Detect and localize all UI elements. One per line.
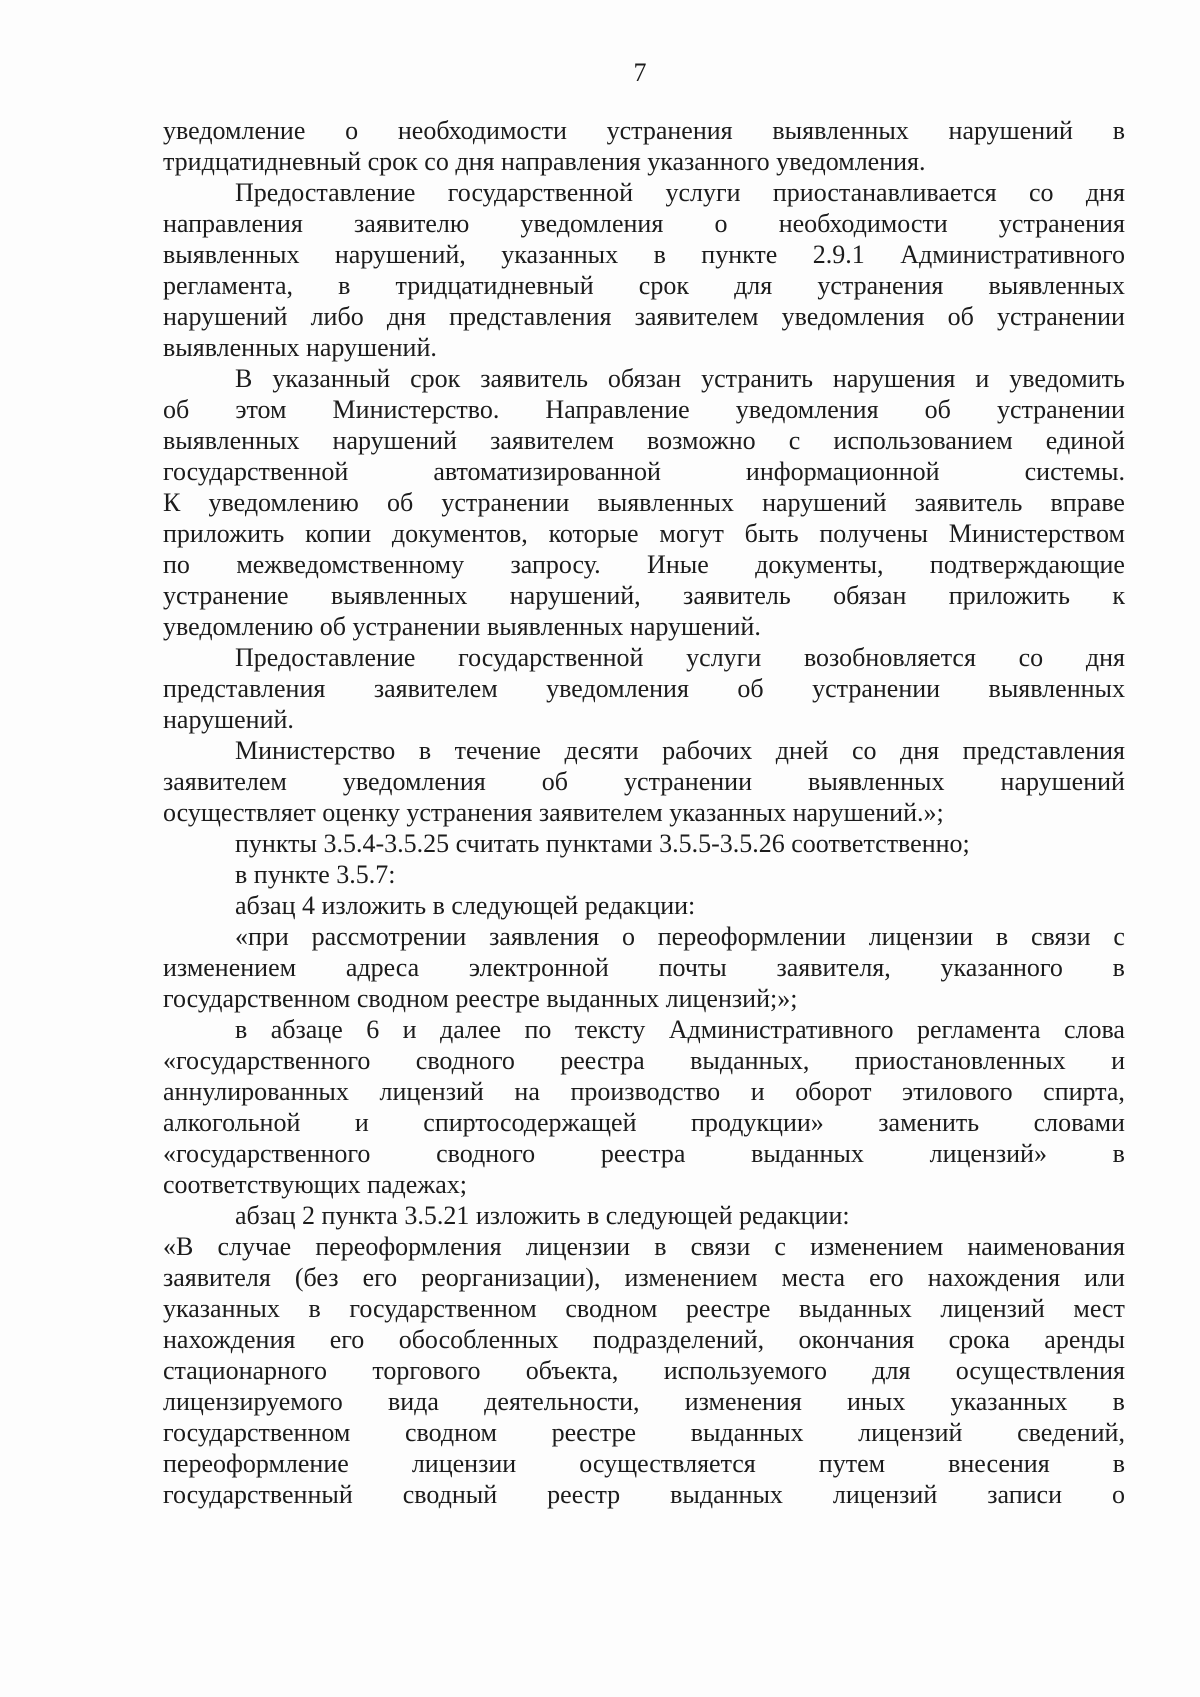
text-line: в абзаце 6 и далее по тексту Административного регламента слова [235,1015,1125,1044]
paragraph [163,921,1125,1014]
page-number: 7 [633,58,647,87]
text-line: аннулированных лицензий на производство и оборот этилового спирта, [163,1077,1125,1106]
text-line: в пункте 3.5.7: [235,860,396,889]
text-line: направления заявителю уведомления о необходимости устранения [163,209,1125,238]
text-line: абзац 2 пункта 3.5.21 изложить в следующей редакции: [235,1201,850,1230]
text-line: выявленных нарушений заявителем возможно с использованием единой [163,426,1125,455]
text-line: приложить копии документов, которые могут быть получены Министерством [163,519,1125,548]
text-line: «государственного сводного реестра выданных, приостановленных и [163,1046,1125,1075]
text-line: нарушений. [163,705,294,734]
text-line: осуществляет оценку устранения заявителем указанных нарушений.»; [163,798,944,827]
text-line: «В случае переоформления лицензии в связи с изменением наименования [163,1232,1125,1261]
paragraph [163,642,1125,735]
paragraph [163,115,1125,177]
paragraph [163,1231,1125,1510]
text-line: тридцатидневный срок со дня направления указанного уведомления. [163,147,926,176]
paragraph [163,859,1125,890]
text-line: выявленных нарушений. [163,333,437,362]
text-line: государственном сводном реестре выданных лицензий сведений, [163,1418,1125,1447]
text-line: выявленных нарушений, указанных в пункте 2.9.1 Административного [163,240,1125,269]
text-line: нахождения его обособленных подразделений, окончания срока аренды [163,1325,1125,1354]
text-line: государственный сводный реестр выданных лицензий записи о [163,1480,1125,1509]
text-line: лицензируемого вида деятельности, изменения иных указанных в [163,1387,1125,1416]
paragraph [163,890,1125,921]
paragraph [163,1200,1125,1231]
text-line: регламента, в тридцатидневный срок для устранения выявленных [163,271,1125,300]
text-line: алкогольной и спиртосодержащей продукции» заменить словами [163,1108,1125,1137]
text-line: заявителя (без его реорганизации), изменением места его нахождения или [163,1263,1125,1292]
text-line: стационарного торгового объекта, используемого для осуществления [163,1356,1125,1385]
text-line: соответствующих падежах; [163,1170,468,1199]
text-line: «при рассмотрении заявления о переоформлении лицензии в связи с [235,922,1125,951]
text-line: изменением адреса электронной почты заявителя, указанного в [163,953,1125,982]
paragraph [163,1014,1125,1200]
text-line: нарушений либо дня представления заявителем уведомления об устранении [163,302,1125,331]
paragraph [163,735,1125,828]
text-line: по межведомственному запросу. Иные документы, подтверждающие [163,550,1125,579]
text-line: К уведомлению об устранении выявленных нарушений заявитель вправе [163,488,1125,517]
text-line: государственном сводном реестре выданных лицензий;»; [163,984,798,1013]
text-line: переоформление лицензии осуществляется путем внесения в [163,1449,1125,1478]
text-line: Предоставление государственной услуги возобновляется со дня [235,643,1125,672]
text-line: государственной автоматизированной информационной системы. [163,457,1125,486]
text-line: указанных в государственном сводном реестре выданных лицензий мест [163,1294,1125,1323]
text-line: пункты 3.5.4-3.5.25 считать пунктами 3.5.5-3.5.26 соответственно; [235,829,970,858]
paragraph [163,828,1125,859]
text-line: абзац 4 изложить в следующей редакции: [235,891,696,920]
text-line: представления заявителем уведомления об устранении выявленных [163,674,1125,703]
text-line: уведомлению об устранении выявленных нарушений. [163,612,761,641]
document-body [163,115,1125,1510]
text-line: «государственного сводного реестра выданных лицензий» в [163,1139,1125,1168]
text-line: устранение выявленных нарушений, заявитель обязан приложить к [163,581,1125,610]
text-line: об этом Министерство. Направление уведомления об устранении [163,395,1125,424]
text-line: Предоставление государственной услуги приостанавливается со дня [235,178,1125,207]
paragraph [163,177,1125,363]
text-line: Министерство в течение десяти рабочих дней со дня представления [235,736,1125,765]
text-line: уведомление о необходимости устранения выявленных нарушений в [163,116,1125,145]
text-line: заявителем уведомления об устранении выявленных нарушений [163,767,1125,796]
paragraph [163,363,1125,642]
text-line: В указанный срок заявитель обязан устранить нарушения и уведомить [235,364,1125,393]
